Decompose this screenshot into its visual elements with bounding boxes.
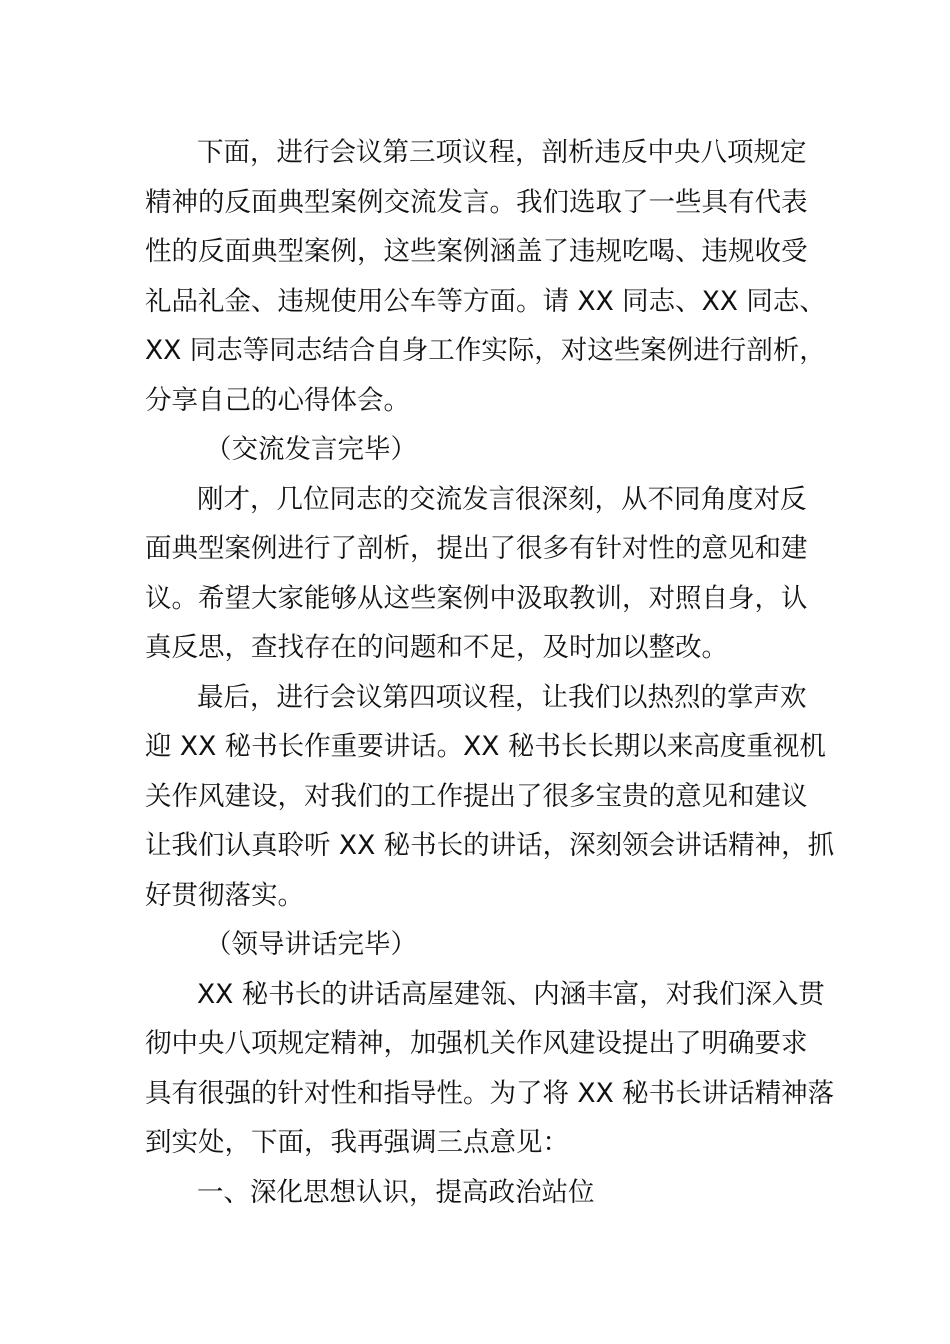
text-line: 关作风建设，对我们的工作提出了很多宝贵的意见和建议 xyxy=(145,780,808,812)
text-line: 刚才，几位同志的交流发言很深刻，从不同角度对反 xyxy=(197,483,807,515)
text-line: 议。希望大家能够从这些案例中汲取教训，对照自身，认 xyxy=(145,582,808,614)
text-line: 分享自己的心得体会。 xyxy=(145,384,410,416)
text-line: 好贯彻落实。 xyxy=(145,879,304,911)
text-line: （交流发言完毕） xyxy=(205,434,417,465)
document-body xyxy=(145,128,835,1217)
text-line: （领导讲话完毕） xyxy=(205,929,417,960)
text-line: 迎 XX 秘书长作重要讲话。XX 秘书长长期以来高度重视机 xyxy=(145,731,826,762)
text-line: 面典型案例进行了剖析，提出了很多有针对性的意见和建 xyxy=(145,533,808,564)
text-line: 性的反面典型案例，这些案例涵盖了违规吃喝、违规收受 xyxy=(145,236,808,267)
text-line: 下面，进行会议第三项议程，剖析违反中央八项规定 xyxy=(197,137,807,168)
text-line: XX 秘书长的讲话高屋建瓴、内涵丰富，对我们深入贯 xyxy=(197,978,825,1010)
text-line: 具有很强的针对性和指导性。为了将 XX 秘书长讲话精神落 xyxy=(145,1077,835,1109)
text-line: XX 同志等同志结合自身工作实际，对这些案例进行剖析， xyxy=(145,335,826,366)
text-line: 彻中央八项规定精神，加强机关作风建设提出了明确要求 xyxy=(145,1028,808,1059)
text-line: 让我们认真聆听 XX 秘书长的讲话，深刻领会讲话精神，抓 xyxy=(145,830,835,861)
text-line: 一、深化思想认识，提高政治站位 xyxy=(197,1176,595,1208)
text-line: 精神的反面典型案例交流发言。我们选取了一些具有代表 xyxy=(145,186,808,218)
text-line: 礼品礼金、违规使用公车等方面。请 XX 同志、XX 同志、 xyxy=(145,285,826,317)
text-line: 到实处，下面，我再强调三点意见： xyxy=(145,1127,569,1158)
text-line: 真反思，查找存在的问题和不足，及时加以整改。 xyxy=(145,632,728,663)
text-line: 最后，进行会议第四项议程，让我们以热烈的掌声欢 xyxy=(197,681,807,713)
